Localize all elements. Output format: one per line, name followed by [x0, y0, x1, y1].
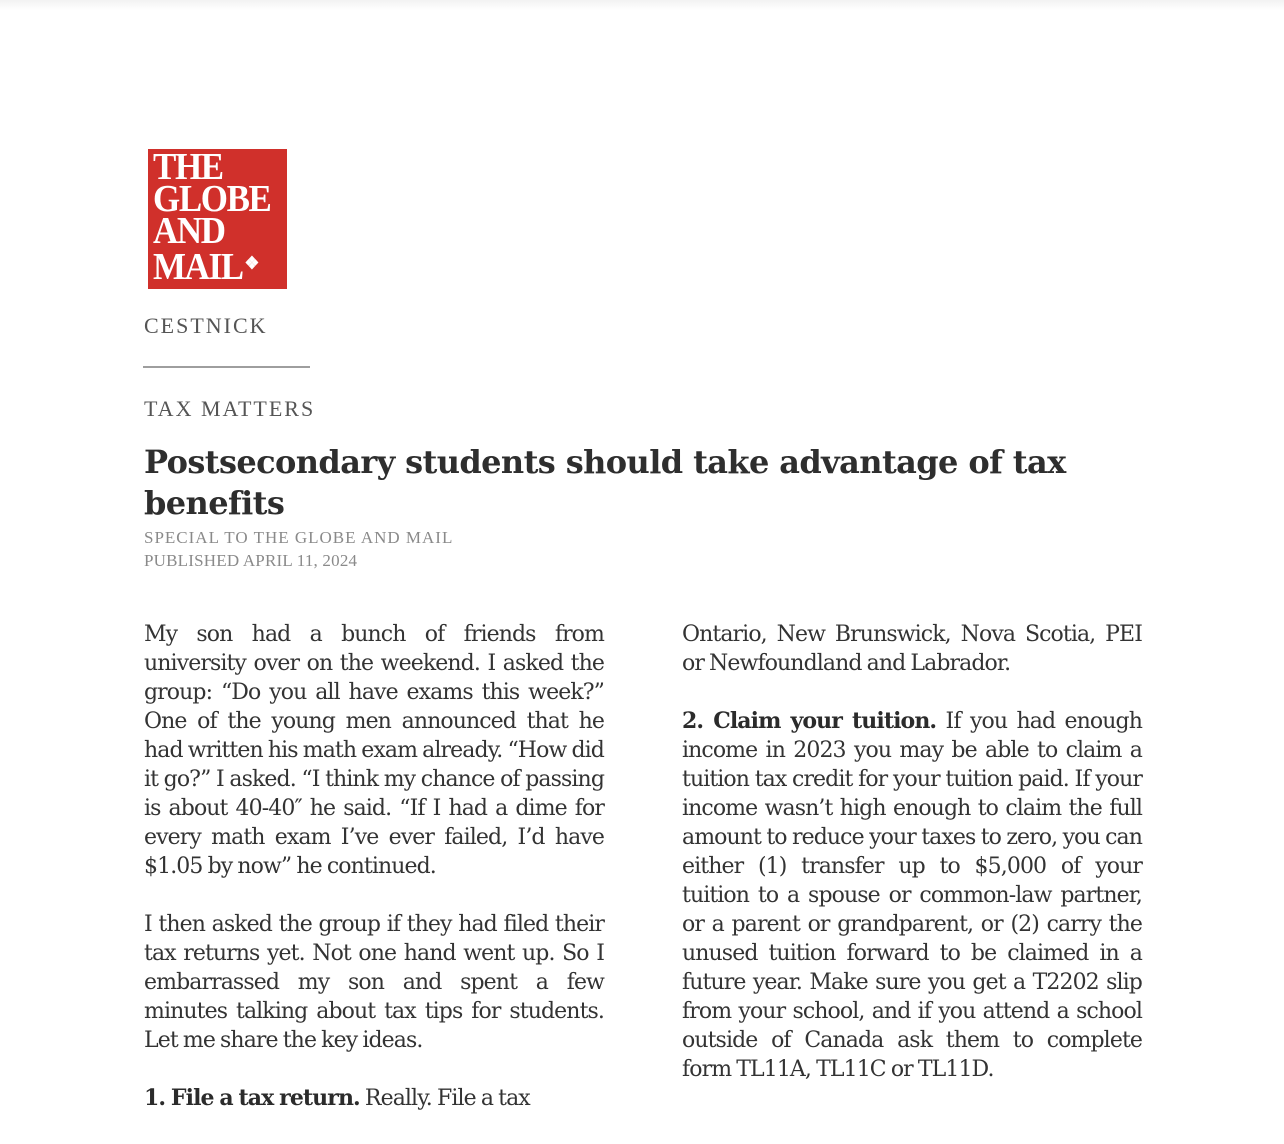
article-column-left	[144, 620, 604, 1142]
globe-and-mail-logo	[148, 146, 287, 289]
maple-leaf-icon: ❖	[244, 253, 260, 273]
logo-line-4-text: MAIL	[153, 246, 243, 288]
paragraph: My son had a bunch of friends from university over on the weekend. I asked the group: “Do you all have exams this week?” One of the young men announced that he had written his math exam already. “How did it go?” I asked. “I think my chance of passing is about 40-40″ he said. “If I had a dime for every math exam I’ve ever failed, I’d have $1.05 by now” he continued.	[144, 622, 604, 879]
article-byline: SPECIAL TO THE GLOBE AND MAIL	[144, 528, 454, 547]
article-column-right	[682, 620, 1142, 1113]
section-kicker: TAX MATTERS	[144, 396, 316, 421]
article-published-date: PUBLISHED APRIL 11, 2024	[144, 551, 358, 570]
tip-text: Really. File a tax	[359, 1086, 530, 1111]
tip-heading: 2. Claim your tuition.	[682, 708, 937, 734]
kicker-divider	[143, 366, 310, 368]
tip-text: If you had enough income in 2023 you may be able to claim a tuition tax credit for your tuition paid. If your income wasn’t high enough to claim the full amount to reduce your taxes to zero, you can either (1) transfer up to $5,000 of your tuition to a spouse or common-law partner, or a parent or grandparent, or (2) carry the unused tuition forward to be claimed in a future year. Make sure you get a T2202 slip from your school, and if you attend a school outside of Canada ask them to complete form TL11A, TL11C or TL11D.	[682, 709, 1142, 1082]
paragraph: I then asked the group if they had filed their tax returns yet. Not one hand went up. So I embarrassed my son and spent a few minutes talking about tax tips for students. Let me share the key ideas.	[144, 912, 604, 1053]
logo-line-3: AND	[153, 210, 225, 252]
paragraph	[144, 1084, 604, 1113]
logo-line-2: GLOBE	[153, 178, 271, 220]
author-kicker: CESTNICK	[144, 313, 268, 338]
paragraph: Ontario, New Brunswick, Nova Scotia, PEI or Newfoundland and Labrador.	[682, 622, 1142, 676]
logo-line-1: THE	[153, 146, 223, 188]
page-top-shadow	[0, 0, 1284, 10]
tip-heading: 1. File a tax return.	[144, 1085, 360, 1111]
paragraph	[682, 707, 1142, 1084]
logo-line-4	[153, 246, 276, 288]
article-headline: Postsecondary students should take advantage of tax benefits	[144, 443, 1066, 522]
